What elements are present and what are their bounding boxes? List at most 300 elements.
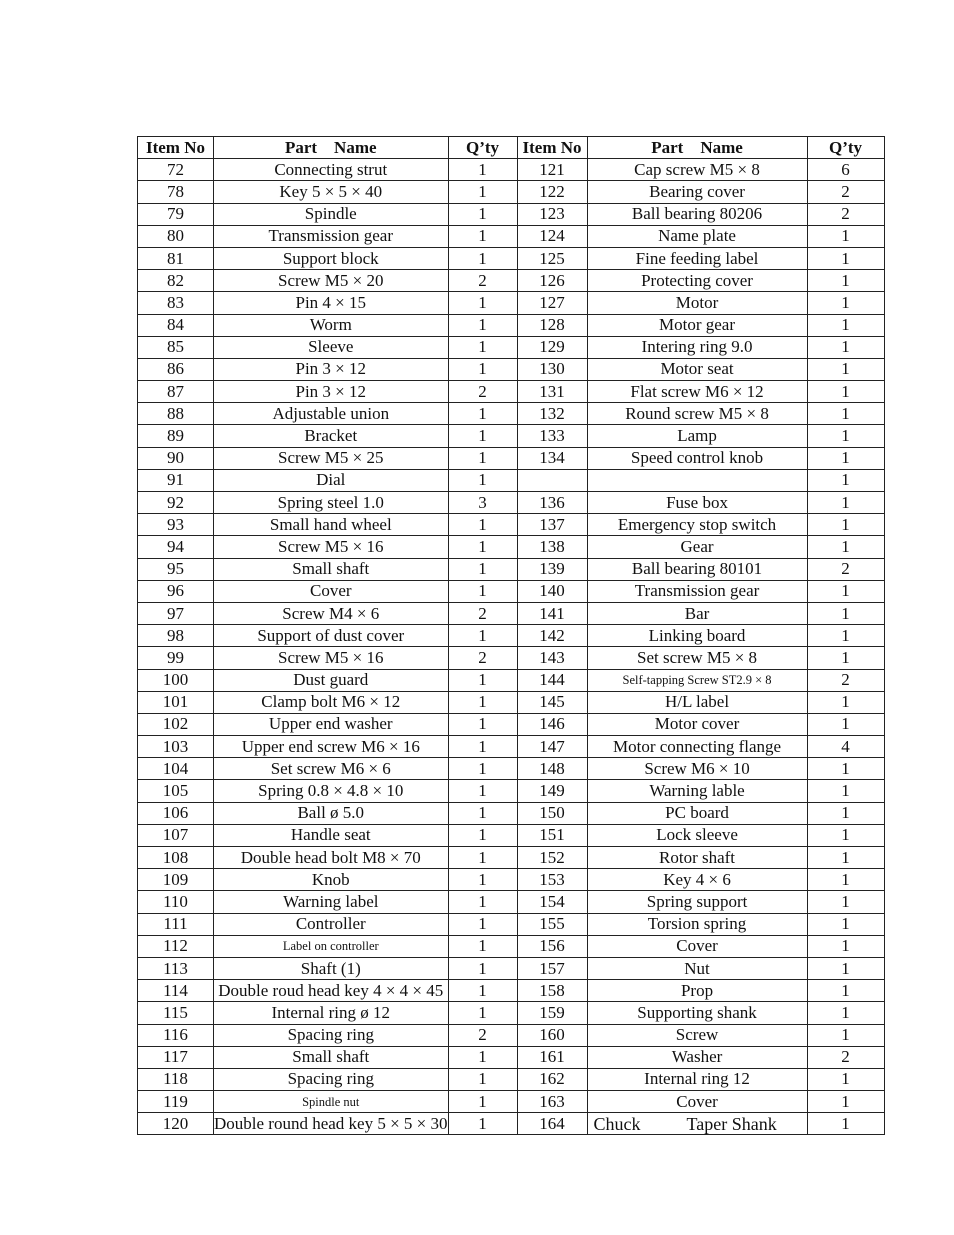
cell-item-no-left: 78: [138, 181, 214, 203]
cell-part-name-right: Speed control knob: [587, 447, 807, 469]
cell-item-no-left: 115: [138, 1002, 214, 1024]
cell-part-name-right: Self-tapping Screw ST2.9 × 8: [587, 669, 807, 691]
cell-item-no-left: 97: [138, 602, 214, 624]
cell-part-name-right: Warning lable: [587, 780, 807, 802]
cell-qty-left: 1: [448, 558, 517, 580]
cell-part-name-right: Internal ring 12: [587, 1068, 807, 1090]
table-row: [138, 602, 885, 624]
table-row: [138, 691, 885, 713]
cell-part-name-right: Cover: [587, 935, 807, 957]
cell-item-no-left: 72: [138, 159, 214, 181]
cell-item-no-right: 132: [517, 403, 587, 425]
cell-part-name-right: Screw: [587, 1024, 807, 1046]
cell-item-no-right: 143: [517, 647, 587, 669]
cell-qty-left: 1: [448, 713, 517, 735]
cell-part-name-left: Controller: [214, 913, 449, 935]
cell-qty-left: 2: [448, 602, 517, 624]
cell-part-name-right: Gear: [587, 536, 807, 558]
cell-part-name-right: Nut: [587, 957, 807, 979]
cell-item-no-right: 161: [517, 1046, 587, 1068]
cell-qty-left: 1: [448, 736, 517, 758]
cell-part-name-left: Sleeve: [214, 336, 449, 358]
chuck-label: Chuck: [593, 1113, 641, 1134]
table-row: [138, 336, 885, 358]
cell-part-name-right: Ball bearing 80206: [587, 203, 807, 225]
table-row: [138, 181, 885, 203]
cell-qty-right: 2: [807, 669, 884, 691]
cell-item-no-right: 131: [517, 381, 587, 403]
cell-part-name-right: Washer: [587, 1046, 807, 1068]
cell-item-no-left: 118: [138, 1068, 214, 1090]
cell-qty-left: 1: [448, 1068, 517, 1090]
table-row: [138, 292, 885, 314]
cell-part-name-left: Support of dust cover: [214, 625, 449, 647]
cell-qty-right: 1: [807, 425, 884, 447]
table-row: [138, 314, 885, 336]
cell-item-no-right: 154: [517, 891, 587, 913]
cell-part-name-right: Motor cover: [587, 713, 807, 735]
cell-qty-right: 2: [807, 1046, 884, 1068]
cell-qty-left: 1: [448, 980, 517, 1002]
cell-part-name-left: Adjustable union: [214, 403, 449, 425]
cell-item-no-right: 141: [517, 602, 587, 624]
cell-item-no-right: 142: [517, 625, 587, 647]
cell-part-name-right: [587, 469, 807, 491]
cell-qty-left: 1: [448, 957, 517, 979]
cell-part-name-right: Bearing cover: [587, 181, 807, 203]
cell-item-no-right: 146: [517, 713, 587, 735]
cell-qty-left: 1: [448, 669, 517, 691]
cell-item-no-left: 116: [138, 1024, 214, 1046]
cell-qty-left: 1: [448, 1046, 517, 1068]
cell-part-name-left: Screw M4 × 6: [214, 602, 449, 624]
cell-part-name-right: Intering ring 9.0: [587, 336, 807, 358]
cell-item-no-right: 151: [517, 824, 587, 846]
cell-item-no-right: 128: [517, 314, 587, 336]
cell-part-name-left: Upper end screw M6 × 16: [214, 736, 449, 758]
cell-qty-left: 1: [448, 292, 517, 314]
cell-qty-left: 1: [448, 1091, 517, 1113]
cell-item-no-left: 107: [138, 824, 214, 846]
cell-item-no-left: 100: [138, 669, 214, 691]
cell-qty-right: 6: [807, 159, 884, 181]
cell-qty-left: 1: [448, 514, 517, 536]
cell-item-no-left: 105: [138, 780, 214, 802]
table-body: [138, 159, 885, 1135]
cell-item-no-left: 83: [138, 292, 214, 314]
cell-item-no-left: 98: [138, 625, 214, 647]
cell-item-no-left: 106: [138, 802, 214, 824]
table-row: [138, 824, 885, 846]
cell-item-no-left: 92: [138, 492, 214, 514]
cell-qty-right: 1: [807, 935, 884, 957]
parts-list-table: [137, 136, 885, 1135]
cell-qty-left: 1: [448, 913, 517, 935]
cell-qty-right: 1: [807, 358, 884, 380]
cell-qty-right: 1: [807, 647, 884, 669]
cell-qty-right: 2: [807, 181, 884, 203]
table-row: [138, 381, 885, 403]
cell-qty-right: 1: [807, 1113, 884, 1135]
cell-part-name-left: Handle seat: [214, 824, 449, 846]
cell-qty-right: 1: [807, 869, 884, 891]
cell-qty-right: 1: [807, 447, 884, 469]
cell-item-no-right: 136: [517, 492, 587, 514]
cell-part-name-right: Ball bearing 80101: [587, 558, 807, 580]
cell-item-no-left: 99: [138, 647, 214, 669]
cell-part-name-right: Fine feeding label: [587, 247, 807, 269]
table-row: [138, 713, 885, 735]
cell-qty-right: 1: [807, 1024, 884, 1046]
header-part-name-right: Part Name: [587, 137, 807, 159]
table-header-row: [138, 137, 885, 159]
cell-qty-left: 1: [448, 314, 517, 336]
cell-part-name-right: Lamp: [587, 425, 807, 447]
cell-item-no-right: 121: [517, 159, 587, 181]
taper-shank-label: Taper Shank: [686, 1113, 777, 1134]
cell-qty-right: 1: [807, 292, 884, 314]
cell-part-name-left: Internal ring ø 12: [214, 1002, 449, 1024]
cell-item-no-right: 155: [517, 913, 587, 935]
cell-part-name-right: Motor seat: [587, 358, 807, 380]
table-row: [138, 225, 885, 247]
cell-part-name-left: Small shaft: [214, 1046, 449, 1068]
cell-item-no-left: 85: [138, 336, 214, 358]
cell-item-no-right: 152: [517, 847, 587, 869]
cell-part-name-right: Name plate: [587, 225, 807, 247]
cell-part-name-left: Small shaft: [214, 558, 449, 580]
table-row: [138, 957, 885, 979]
cell-qty-left: 1: [448, 625, 517, 647]
table-row: [138, 913, 885, 935]
cell-part-name-left: Connecting strut: [214, 159, 449, 181]
cell-qty-right: 1: [807, 713, 884, 735]
cell-item-no-left: 114: [138, 980, 214, 1002]
cell-item-no-left: 90: [138, 447, 214, 469]
cell-part-name-right: Cover: [587, 1091, 807, 1113]
cell-qty-left: 1: [448, 580, 517, 602]
cell-item-no-left: 120: [138, 1113, 214, 1135]
cell-part-name-right: Transmission gear: [587, 580, 807, 602]
cell-item-no-left: 111: [138, 913, 214, 935]
cell-part-name-right: Protecting cover: [587, 270, 807, 292]
cell-part-name-left: Screw M5 × 25: [214, 447, 449, 469]
cell-qty-right: 1: [807, 270, 884, 292]
cell-item-no-left: 89: [138, 425, 214, 447]
cell-item-no-left: 82: [138, 270, 214, 292]
cell-qty-right: 1: [807, 602, 884, 624]
cell-part-name-right: Flat screw M6 × 12: [587, 381, 807, 403]
cell-qty-left: 1: [448, 358, 517, 380]
cell-qty-left: 1: [448, 159, 517, 181]
table-row: [138, 159, 885, 181]
cell-part-name-right: [587, 1113, 807, 1135]
table-row: [138, 425, 885, 447]
cell-item-no-right: 158: [517, 980, 587, 1002]
cell-qty-left: 2: [448, 270, 517, 292]
cell-qty-left: 2: [448, 381, 517, 403]
cell-qty-right: 1: [807, 957, 884, 979]
cell-item-no-left: 84: [138, 314, 214, 336]
cell-qty-left: 1: [448, 181, 517, 203]
table-row: [138, 625, 885, 647]
cell-qty-right: 1: [807, 758, 884, 780]
cell-part-name-left: Warning label: [214, 891, 449, 913]
cell-part-name-right: Rotor shaft: [587, 847, 807, 869]
cell-qty-right: 1: [807, 1068, 884, 1090]
cell-qty-right: 1: [807, 225, 884, 247]
cell-item-no-right: 123: [517, 203, 587, 225]
cell-item-no-left: 112: [138, 935, 214, 957]
cell-qty-right: 1: [807, 580, 884, 602]
cell-part-name-left: Bracket: [214, 425, 449, 447]
cell-item-no-right: 125: [517, 247, 587, 269]
cell-part-name-left: Support block: [214, 247, 449, 269]
cell-part-name-left: Set screw M6 × 6: [214, 758, 449, 780]
cell-part-name-left: Transmission gear: [214, 225, 449, 247]
cell-part-name-left: Spacing ring: [214, 1024, 449, 1046]
cell-part-name-left: Double head bolt M8 × 70: [214, 847, 449, 869]
cell-part-name-right: Cap screw M5 × 8: [587, 159, 807, 181]
header-qty-right: Q’ty: [807, 137, 884, 159]
cell-part-name-right: Round screw M5 × 8: [587, 403, 807, 425]
cell-qty-left: 1: [448, 203, 517, 225]
cell-part-name-left: Spacing ring: [214, 1068, 449, 1090]
cell-item-no-left: 119: [138, 1091, 214, 1113]
cell-qty-right: 1: [807, 247, 884, 269]
table-row: [138, 736, 885, 758]
cell-qty-left: 1: [448, 469, 517, 491]
cell-item-no-left: 88: [138, 403, 214, 425]
cell-item-no-right: 122: [517, 181, 587, 203]
cell-qty-right: 2: [807, 558, 884, 580]
table-row: [138, 447, 885, 469]
cell-qty-left: 1: [448, 447, 517, 469]
cell-qty-left: 2: [448, 1024, 517, 1046]
table-row: [138, 1091, 885, 1113]
cell-item-no-right: 138: [517, 536, 587, 558]
cell-item-no-left: 104: [138, 758, 214, 780]
cell-part-name-left: Screw M5 × 16: [214, 647, 449, 669]
cell-item-no-right: 124: [517, 225, 587, 247]
cell-qty-left: 1: [448, 336, 517, 358]
cell-part-name-right: Prop: [587, 980, 807, 1002]
cell-item-no-right: 140: [517, 580, 587, 602]
cell-part-name-right: Spring support: [587, 891, 807, 913]
cell-part-name-right: Fuse box: [587, 492, 807, 514]
cell-part-name-left: Ball ø 5.0: [214, 802, 449, 824]
cell-item-no-right: 129: [517, 336, 587, 358]
cell-qty-left: 1: [448, 802, 517, 824]
cell-qty-right: 1: [807, 824, 884, 846]
cell-item-no-right: 150: [517, 802, 587, 824]
cell-item-no-left: 93: [138, 514, 214, 536]
cell-item-no-right: 162: [517, 1068, 587, 1090]
cell-part-name-right: Torsion spring: [587, 913, 807, 935]
cell-qty-right: 1: [807, 381, 884, 403]
cell-item-no-right: 156: [517, 935, 587, 957]
cell-part-name-right: Set screw M5 × 8: [587, 647, 807, 669]
cell-part-name-left: Spindle: [214, 203, 449, 225]
cell-qty-left: 1: [448, 824, 517, 846]
cell-item-no-left: 109: [138, 869, 214, 891]
cell-item-no-left: 95: [138, 558, 214, 580]
cell-qty-left: 1: [448, 425, 517, 447]
table-row: [138, 1068, 885, 1090]
cell-item-no-right: 159: [517, 1002, 587, 1024]
table-row: [138, 492, 885, 514]
cell-item-no-right: 134: [517, 447, 587, 469]
cell-qty-right: 4: [807, 736, 884, 758]
cell-item-no-right: 164: [517, 1113, 587, 1135]
cell-qty-left: 1: [448, 758, 517, 780]
table-row: [138, 1024, 885, 1046]
cell-qty-left: 1: [448, 869, 517, 891]
table-row: [138, 558, 885, 580]
cell-part-name-right: Key 4 × 6: [587, 869, 807, 891]
cell-part-name-left: Label on controller: [214, 935, 449, 957]
cell-part-name-left: Small hand wheel: [214, 514, 449, 536]
table-row: [138, 647, 885, 669]
cell-qty-left: 1: [448, 935, 517, 957]
cell-part-name-right: Motor: [587, 292, 807, 314]
cell-item-no-right: 153: [517, 869, 587, 891]
cell-item-no-left: 80: [138, 225, 214, 247]
cell-part-name-right: Linking board: [587, 625, 807, 647]
cell-item-no-right: 145: [517, 691, 587, 713]
cell-qty-right: 1: [807, 802, 884, 824]
cell-part-name-right: Supporting shank: [587, 1002, 807, 1024]
cell-item-no-right: 148: [517, 758, 587, 780]
cell-part-name-right: Bar: [587, 602, 807, 624]
cell-qty-left: 1: [448, 536, 517, 558]
table-row: [138, 780, 885, 802]
cell-item-no-right: 133: [517, 425, 587, 447]
cell-qty-right: 1: [807, 780, 884, 802]
cell-qty-right: 1: [807, 336, 884, 358]
cell-part-name-right: Motor gear: [587, 314, 807, 336]
cell-qty-right: 1: [807, 314, 884, 336]
cell-qty-left: 3: [448, 492, 517, 514]
cell-item-no-left: 103: [138, 736, 214, 758]
cell-qty-left: 1: [448, 1002, 517, 1024]
cell-qty-right: 1: [807, 514, 884, 536]
table-row: [138, 847, 885, 869]
table-row: [138, 403, 885, 425]
cell-item-no-left: 110: [138, 891, 214, 913]
cell-qty-left: 1: [448, 780, 517, 802]
table-row: [138, 247, 885, 269]
cell-qty-left: 1: [448, 847, 517, 869]
cell-part-name-left: Screw M5 × 16: [214, 536, 449, 558]
cell-qty-right: 1: [807, 1091, 884, 1113]
table-row: [138, 1046, 885, 1068]
cell-qty-right: 1: [807, 691, 884, 713]
cell-qty-right: 1: [807, 403, 884, 425]
table-row: [138, 802, 885, 824]
cell-part-name-left: Clamp bolt M6 × 12: [214, 691, 449, 713]
header-item-no-right: Item No: [517, 137, 587, 159]
cell-qty-right: 1: [807, 913, 884, 935]
cell-part-name-left: Double roud head key 4 × 4 × 45: [214, 980, 449, 1002]
cell-item-no-left: 101: [138, 691, 214, 713]
cell-part-name-left: Double round head key 5 × 5 × 30: [214, 1113, 449, 1135]
cell-qty-right: 1: [807, 1002, 884, 1024]
cell-item-no-right: 163: [517, 1091, 587, 1113]
cell-item-no-left: 102: [138, 713, 214, 735]
cell-qty-left: 1: [448, 225, 517, 247]
cell-part-name-right: Motor connecting flange: [587, 736, 807, 758]
table-row: [138, 891, 885, 913]
cell-qty-left: 1: [448, 891, 517, 913]
cell-qty-left: 2: [448, 647, 517, 669]
cell-part-name-right: Lock sleeve: [587, 824, 807, 846]
cell-part-name-right: H/L label: [587, 691, 807, 713]
table-row: [138, 935, 885, 957]
cell-qty-right: 1: [807, 492, 884, 514]
cell-item-no-right: 147: [517, 736, 587, 758]
table-row: [138, 980, 885, 1002]
table-row: [138, 1113, 885, 1135]
cell-qty-left: 1: [448, 403, 517, 425]
cell-part-name-left: Dial: [214, 469, 449, 491]
cell-item-no-right: 139: [517, 558, 587, 580]
table-row: [138, 203, 885, 225]
cell-item-no-left: 113: [138, 957, 214, 979]
cell-qty-right: 1: [807, 469, 884, 491]
cell-qty-right: 1: [807, 536, 884, 558]
table-row: [138, 469, 885, 491]
cell-item-no-right: 157: [517, 957, 587, 979]
cell-qty-right: 1: [807, 980, 884, 1002]
cell-part-name-left: Pin 3 × 12: [214, 381, 449, 403]
cell-part-name-left: Shaft (1): [214, 957, 449, 979]
table-row: [138, 270, 885, 292]
cell-item-no-left: 94: [138, 536, 214, 558]
cell-part-name-right: Screw M6 × 10: [587, 758, 807, 780]
cell-item-no-left: 117: [138, 1046, 214, 1068]
cell-part-name-left: Spring 0.8 × 4.8 × 10: [214, 780, 449, 802]
cell-part-name-right: PC board: [587, 802, 807, 824]
cell-part-name-left: Cover: [214, 580, 449, 602]
cell-part-name-left: Upper end washer: [214, 713, 449, 735]
cell-item-no-left: 96: [138, 580, 214, 602]
cell-item-no-right: 137: [517, 514, 587, 536]
table-row: [138, 869, 885, 891]
cell-item-no-left: 91: [138, 469, 214, 491]
cell-part-name-left: Knob: [214, 869, 449, 891]
table-row: [138, 580, 885, 602]
cell-part-name-left: Spindle nut: [214, 1091, 449, 1113]
cell-part-name-left: Dust guard: [214, 669, 449, 691]
cell-part-name-left: Screw M5 × 20: [214, 270, 449, 292]
cell-part-name-right: Emergency stop switch: [587, 514, 807, 536]
cell-qty-right: 2: [807, 203, 884, 225]
cell-item-no-right: 149: [517, 780, 587, 802]
cell-item-no-right: 127: [517, 292, 587, 314]
cell-item-no-right: 144: [517, 669, 587, 691]
table-row: [138, 514, 885, 536]
header-item-no-left: Item No: [138, 137, 214, 159]
cell-qty-right: 1: [807, 847, 884, 869]
table-row: [138, 669, 885, 691]
cell-item-no-right: [517, 469, 587, 491]
cell-part-name-left: Worm: [214, 314, 449, 336]
header-part-name-left: Part Name: [214, 137, 449, 159]
cell-item-no-right: 160: [517, 1024, 587, 1046]
cell-qty-right: 1: [807, 891, 884, 913]
cell-item-no-left: 87: [138, 381, 214, 403]
